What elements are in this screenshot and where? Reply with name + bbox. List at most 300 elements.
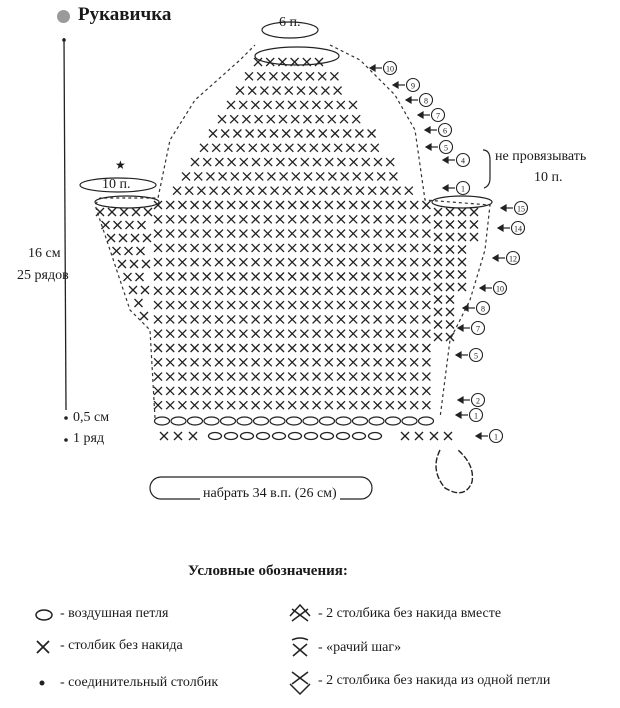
stitch-cross <box>191 330 199 338</box>
row-number: 2 <box>476 396 480 406</box>
stitch-cross <box>368 130 376 138</box>
stitch-cross <box>337 201 345 209</box>
stitch-cross <box>352 115 360 123</box>
stitch-cross <box>444 432 452 440</box>
stitch-cross <box>374 358 382 366</box>
stitch-cross <box>325 301 333 309</box>
stitch-cross <box>288 101 296 109</box>
stitch-cross <box>334 144 342 152</box>
stitch-cross <box>200 144 208 152</box>
stitch-cross <box>300 358 308 366</box>
stitch-cross <box>215 344 223 352</box>
stitch-cross <box>300 315 308 323</box>
stitch-cross <box>276 373 284 381</box>
stitch-cross <box>154 244 162 252</box>
stitch-cross <box>470 233 478 241</box>
skip-bracket <box>483 150 490 188</box>
stitch-cross <box>410 373 418 381</box>
stitch-cross <box>386 158 394 166</box>
stitch-cross <box>154 373 162 381</box>
stitch-cross <box>434 308 442 316</box>
stitch-cross <box>288 330 296 338</box>
stitch-cross <box>166 201 174 209</box>
stitch-cross <box>113 247 121 255</box>
row-number: 5 <box>444 143 448 153</box>
legend-crab-icon <box>292 638 308 656</box>
stitch-cross <box>154 401 162 409</box>
stitch-cross <box>209 130 217 138</box>
stitch-cross <box>291 115 299 123</box>
stitch-cross <box>337 158 345 166</box>
stitch-cross <box>227 201 235 209</box>
chain-oval <box>225 433 238 440</box>
stitch-cross <box>434 283 442 291</box>
chain-oval <box>287 417 302 425</box>
chain-oval <box>353 433 366 440</box>
stitch-cross <box>227 287 235 295</box>
stitch-cross <box>215 401 223 409</box>
cast-on-label: набрать 34 в.п. (26 см) <box>200 486 340 502</box>
stitch-cross <box>264 215 272 223</box>
stitch-cross <box>337 215 345 223</box>
stitch-cross <box>252 373 260 381</box>
stitch-cross <box>307 130 315 138</box>
stitch-cross <box>361 330 369 338</box>
stitch-cross <box>349 258 357 266</box>
stitch-cross <box>288 344 296 352</box>
arrow-head <box>426 144 431 150</box>
stitch-cross <box>422 344 430 352</box>
stitch-cross <box>349 344 357 352</box>
stitch-cross <box>178 201 186 209</box>
stitch-cross <box>386 258 394 266</box>
stitch-cross <box>398 401 406 409</box>
stitch-cross <box>191 215 199 223</box>
stitch-cross <box>185 187 193 195</box>
stitch-cross <box>227 358 235 366</box>
stitch-cross <box>303 115 311 123</box>
stitch-cross <box>191 273 199 281</box>
stitch-cross <box>276 244 284 252</box>
stitch-cross <box>276 287 284 295</box>
stitch-cross <box>325 401 333 409</box>
stitch-cross <box>280 172 288 180</box>
stitch-cross <box>322 144 330 152</box>
stitch-cross <box>313 301 321 309</box>
stitch-cross <box>349 358 357 366</box>
stitch-cross <box>203 201 211 209</box>
stitch-cross <box>458 283 466 291</box>
arrow-head <box>463 305 468 311</box>
stitch-cross <box>374 287 382 295</box>
stitch-cross <box>300 244 308 252</box>
cuff-cm-label: 0,5 см <box>73 410 110 425</box>
stitch-cross <box>361 273 369 281</box>
stitch-cross <box>136 273 144 281</box>
stitch-cross <box>227 258 235 266</box>
stitch-cross <box>154 258 162 266</box>
stitch-cross <box>239 273 247 281</box>
stitch-cross <box>389 172 397 180</box>
stitch-cross <box>203 258 211 266</box>
stitch-cross <box>219 172 227 180</box>
stitch-cross <box>337 330 345 338</box>
stitch-cross <box>398 244 406 252</box>
diagram-title: Рукавичка <box>78 4 172 25</box>
stitch-cross <box>197 187 205 195</box>
stitch-cross <box>374 401 382 409</box>
stitch-cross <box>337 344 345 352</box>
stitch-cross <box>422 287 430 295</box>
stitch-cross <box>270 130 278 138</box>
stitch-cross <box>446 258 454 266</box>
stitch-cross <box>203 315 211 323</box>
stitch-cross <box>264 258 272 266</box>
stitch-cross <box>276 344 284 352</box>
arrow-head <box>456 352 461 358</box>
stitch-cross <box>289 158 297 166</box>
stitch-cross <box>434 233 442 241</box>
stitch-cross <box>120 208 128 216</box>
stitch-cross <box>252 287 260 295</box>
height-measure-line <box>64 38 66 410</box>
stitch-cross <box>300 201 308 209</box>
stitch-cross <box>227 273 235 281</box>
stitch-cross <box>132 208 140 216</box>
stitch-cross <box>237 144 245 152</box>
stitch-cross <box>227 101 235 109</box>
stitch-cross <box>166 387 174 395</box>
stitch-cross <box>295 187 303 195</box>
chain-oval <box>305 433 318 440</box>
stitch-cross <box>434 246 442 254</box>
stitch-cross <box>125 247 133 255</box>
stitch-cross <box>273 144 281 152</box>
stitch-cross <box>264 301 272 309</box>
stitch-cross <box>470 208 478 216</box>
stitch-cross <box>374 158 382 166</box>
stitch-cross <box>114 221 122 229</box>
stitch-cross <box>300 101 308 109</box>
stitch-cross <box>422 201 430 209</box>
stitch-cross <box>325 373 333 381</box>
stitch-cross <box>361 315 369 323</box>
stitch-cross <box>108 208 116 216</box>
stitch-cross <box>313 258 321 266</box>
stitch-cross <box>239 315 247 323</box>
stitch-cross <box>410 301 418 309</box>
stitch-cross <box>203 230 211 238</box>
stitch-cross <box>203 215 211 223</box>
stitch-cross <box>316 172 324 180</box>
stitch-cross <box>374 387 382 395</box>
stitch-cross <box>309 87 317 95</box>
stitch-cross <box>191 358 199 366</box>
stitch-cross <box>215 258 223 266</box>
stitch-cross <box>203 158 211 166</box>
stitch-cross <box>300 387 308 395</box>
chain-oval <box>188 417 203 425</box>
stitch-cross <box>210 187 218 195</box>
stitch-cross <box>386 315 394 323</box>
stitch-cross <box>203 287 211 295</box>
stitch-cross <box>398 344 406 352</box>
stitch-cross <box>386 230 394 238</box>
stitch-cross <box>300 301 308 309</box>
stitch-cross <box>166 344 174 352</box>
stitch-cross <box>300 287 308 295</box>
stitch-cross <box>154 273 162 281</box>
stitch-cross <box>194 172 202 180</box>
row-number: 15 <box>517 204 525 214</box>
stitch-cross <box>96 208 104 216</box>
arrow-head <box>393 82 398 88</box>
stitch-cross <box>422 258 430 266</box>
stitch-cross <box>178 215 186 223</box>
stitch-cross <box>325 230 333 238</box>
stitch-cross <box>386 401 394 409</box>
row-number: 7 <box>476 324 480 334</box>
stitch-cross <box>215 330 223 338</box>
stitch-cross <box>131 234 139 242</box>
stitch-cross <box>154 287 162 295</box>
stitch-cross <box>422 215 430 223</box>
top-stitches-label: 6 п. <box>279 15 301 30</box>
stitch-cross <box>251 101 259 109</box>
stitch-cross <box>227 215 235 223</box>
chain-oval <box>303 417 318 425</box>
stitch-cross <box>215 315 223 323</box>
stitch-cross <box>231 172 239 180</box>
stitch-cross <box>257 72 265 80</box>
stitch-cross <box>191 287 199 295</box>
arrow-head <box>480 285 485 291</box>
stitch-cross <box>178 373 186 381</box>
foundation-chain-row <box>155 417 434 425</box>
stitch-cross <box>328 172 336 180</box>
chain-oval <box>241 433 254 440</box>
stitch-cross <box>288 315 296 323</box>
chain-oval <box>171 417 186 425</box>
stitch-cross <box>252 387 260 395</box>
stitch-cross <box>178 344 186 352</box>
stitch-cross <box>386 358 394 366</box>
stitch-cross <box>215 358 223 366</box>
stitch-cross <box>313 201 321 209</box>
stitch-cross <box>178 330 186 338</box>
stitch-cross <box>386 344 394 352</box>
measure-bottom-dot <box>64 438 68 442</box>
chain-oval <box>237 417 252 425</box>
legend-sc-text: - столбик без накида <box>60 638 183 653</box>
stitch-cross <box>401 432 409 440</box>
stitch-cross <box>362 158 370 166</box>
row-number: 8 <box>424 96 428 106</box>
legend-inc-text: - 2 столбика без накида из одной петли <box>318 673 551 688</box>
stitch-cross <box>337 273 345 281</box>
stitch-cross <box>300 330 308 338</box>
stitch-cross <box>374 330 382 338</box>
stitch-cross <box>227 373 235 381</box>
stitch-cross <box>458 271 466 279</box>
stitch-cross <box>215 373 223 381</box>
stitch-cross <box>434 258 442 266</box>
stitch-cross <box>267 172 275 180</box>
stitch-cross <box>386 387 394 395</box>
stitch-cross <box>166 330 174 338</box>
stitch-cross <box>252 258 260 266</box>
stitch-cross <box>154 230 162 238</box>
stitch-cross <box>276 358 284 366</box>
stitch-cross <box>178 258 186 266</box>
row-number: 4 <box>461 156 465 166</box>
stitch-cross <box>246 187 254 195</box>
stitch-cross <box>337 373 345 381</box>
row-number: 10 <box>386 64 394 74</box>
legend-title: Условные обозначения: <box>188 563 348 579</box>
stitch-cross <box>282 72 290 80</box>
stitch-cross <box>337 358 345 366</box>
row-number: 12 <box>509 254 517 264</box>
stitch-cross <box>434 296 442 304</box>
stitch-cross <box>276 330 284 338</box>
stitch-cross <box>178 287 186 295</box>
stitch-cross <box>203 273 211 281</box>
stitch-cross <box>446 233 454 241</box>
stitch-cross <box>178 358 186 366</box>
stitch-cross <box>343 130 351 138</box>
stitch-cross <box>353 172 361 180</box>
stitch-cross <box>398 301 406 309</box>
stitch-cross <box>203 344 211 352</box>
stitch-cross <box>398 387 406 395</box>
stitch-cross <box>166 273 174 281</box>
stitch-cross <box>337 401 345 409</box>
stitch-cross <box>138 221 146 229</box>
stitch-cross <box>140 312 148 320</box>
stitch-cross <box>154 387 162 395</box>
stitch-cross <box>398 373 406 381</box>
stitch-cross <box>371 144 379 152</box>
stitch-cross <box>283 187 291 195</box>
stitch-cross <box>239 230 247 238</box>
legend-chain-text: - воздушная петля <box>60 606 169 621</box>
thumb-stitches-label: 10 п. <box>102 177 131 192</box>
stitch-cross <box>255 172 263 180</box>
stitch-cross <box>458 208 466 216</box>
chain-oval <box>320 417 335 425</box>
stitch-cross <box>264 358 272 366</box>
stitch-cross <box>288 358 296 366</box>
stitch-cross <box>410 401 418 409</box>
stitch-cross <box>349 244 357 252</box>
stitch-cross <box>119 234 127 242</box>
stitch-cross <box>239 201 247 209</box>
stitch-cross <box>410 201 418 209</box>
stitch-cross <box>325 330 333 338</box>
stitch-cross <box>260 87 268 95</box>
height-cm-label: 16 см <box>28 246 61 261</box>
stitch-cross <box>249 144 257 152</box>
stitch-cross <box>288 230 296 238</box>
stitch-cross <box>410 387 418 395</box>
stitch-cross <box>398 287 406 295</box>
stitch-cross <box>398 330 406 338</box>
stitch-cross <box>264 287 272 295</box>
stitch-cross <box>368 187 376 195</box>
stitch-cross <box>118 260 126 268</box>
stitch-cross <box>340 115 348 123</box>
stitch-cross <box>288 244 296 252</box>
stitch-cross <box>313 330 321 338</box>
stitch-cross <box>374 258 382 266</box>
chain-oval <box>270 417 285 425</box>
stitch-cross <box>276 201 284 209</box>
arrow-head <box>493 255 498 261</box>
stitch-cross <box>252 330 260 338</box>
stitch-cross <box>264 315 272 323</box>
stitch-cross <box>264 201 272 209</box>
stitch-cross <box>410 344 418 352</box>
stitch-cross <box>230 115 238 123</box>
stitch-cross <box>349 201 357 209</box>
stitch-cross <box>325 201 333 209</box>
stitch-cross <box>337 101 345 109</box>
stitch-cross <box>337 258 345 266</box>
measure-top-dot <box>62 38 66 42</box>
chain-oval <box>254 417 269 425</box>
stitch-cross <box>398 201 406 209</box>
top-chain-loop <box>255 47 339 65</box>
stitch-cross <box>374 215 382 223</box>
stitch-cross <box>337 301 345 309</box>
stitch-cross <box>315 58 323 66</box>
stitch-cross <box>313 273 321 281</box>
stitch-cross <box>227 401 235 409</box>
stitch-cross <box>239 344 247 352</box>
stitch-cross <box>446 308 454 316</box>
stitch-cross <box>227 330 235 338</box>
stitch-cross <box>218 115 226 123</box>
stitch-cross <box>239 258 247 266</box>
stitch-cross <box>321 87 329 95</box>
stitch-cross <box>242 115 250 123</box>
stitch-cross <box>252 401 260 409</box>
stitch-cross <box>398 258 406 266</box>
stitch-cross <box>398 215 406 223</box>
stitch-cross <box>434 333 442 341</box>
stitch-cross <box>410 287 418 295</box>
stitch-cross <box>325 358 333 366</box>
stitch-cross <box>361 230 369 238</box>
stitch-cross <box>349 301 357 309</box>
stitch-cross <box>166 230 174 238</box>
stitch-cross <box>215 244 223 252</box>
stitch-cross <box>273 87 281 95</box>
stitch-cross <box>422 244 430 252</box>
stitch-cross <box>166 373 174 381</box>
stitch-cross <box>355 130 363 138</box>
stitch-cross <box>325 315 333 323</box>
stitch-cross <box>154 344 162 352</box>
arrow-head <box>443 185 448 191</box>
row-number: 10 <box>496 284 504 294</box>
stitch-cross <box>258 187 266 195</box>
stitch-cross <box>239 401 247 409</box>
stitch-cross <box>271 187 279 195</box>
stitch-cross <box>135 299 143 307</box>
stitch-cross <box>166 301 174 309</box>
